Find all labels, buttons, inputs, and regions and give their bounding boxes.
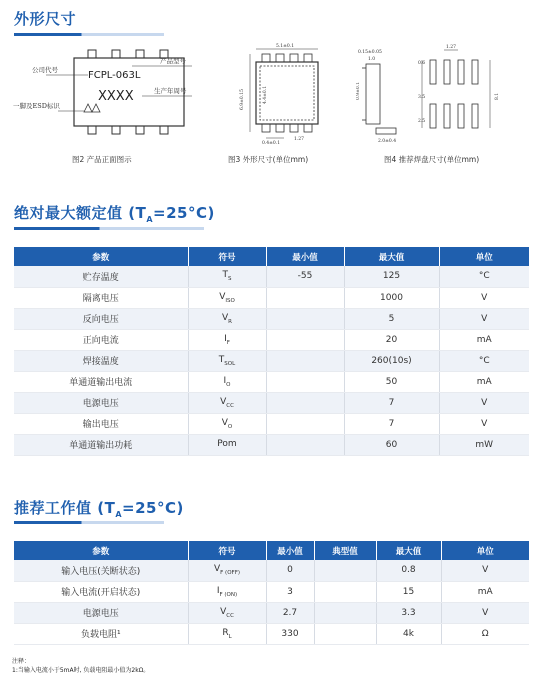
table-row [14,308,529,329]
max-cell: 60 [344,434,439,455]
unit-cell: V [439,413,529,434]
max-cell: 7 [344,392,439,413]
symbol-cell: $T_{SOL}$ [188,350,266,371]
unit-cell: mW [439,434,529,455]
dim-top3-label: 1.0 [368,57,376,62]
outline-dimension-figure [228,42,343,147]
rec-header-3: 典型值 [314,541,376,560]
min-cell: 3 [266,581,314,602]
unit-cell: °C [439,350,529,371]
dim-left2-label: 3.5 [418,95,426,100]
rec-header-0: 参数 [14,541,188,560]
unit-cell: V [441,602,529,623]
outline-title-underline [14,33,164,36]
symbol-cell: $V_R$ [188,308,266,329]
unit-cell: V [439,392,529,413]
dim-bottom-label: 2.0±0.4 [378,139,397,144]
rec-op-title-underline [14,521,164,524]
abs-header-3: 最大值 [344,247,439,266]
table-row [14,392,529,413]
symbol-cell: $T_S$ [188,266,266,287]
symbol-cell: Pom [188,434,266,455]
max-cell: 1000 [344,287,439,308]
min-cell [266,413,344,434]
symbol-cell: $I_{F (ON)}$ [188,581,266,602]
dim-right-label: 8.1 [495,92,500,100]
dim-top2-label: 0.15±0.05 [358,50,382,55]
min-cell [266,308,344,329]
label-pin1-esd: 一脚及ESD标识 [13,102,60,110]
min-cell [266,371,344,392]
symbol-cell: $I_F$ [188,329,266,350]
max-cell: 4k [376,623,441,644]
recommended-operating-table [14,541,529,645]
max-cell: 3.3 [376,602,441,623]
table-row [14,350,529,371]
min-cell [266,287,344,308]
param-cell: 焊接温度 [14,350,188,371]
part-number-text: FCPL-063L [88,70,141,81]
table-row [14,602,529,623]
param-cell: 负载电阻¹ [14,623,188,644]
param-cell: 电源电压 [14,392,188,413]
param-cell: 输出电压 [14,413,188,434]
unit-cell: mA [439,371,529,392]
outline-section-title: 外形尺寸 [14,10,77,28]
symbol-cell: $V_{CC}$ [188,392,266,413]
rec-header-2: 最小值 [266,541,314,560]
table-row [14,371,529,392]
max-cell: 15 [376,581,441,602]
product-front-figure [12,44,197,144]
table-row [14,413,529,434]
dim-left-label: 6.9±0.15 [240,89,245,110]
typ-cell [314,581,376,602]
symbol-cell: $R_L$ [188,623,266,644]
abs-max-title-underline [14,227,204,230]
symbol-cell: $V_{F (OFF)}$ [188,560,266,581]
param-cell: 输入电流(开启状态) [14,581,188,602]
min-cell: -55 [266,266,344,287]
table-row [14,434,529,455]
table-row [14,623,529,644]
unit-cell: Ω [441,623,529,644]
dim-bottom-2-label: 1.27 [294,137,305,142]
table-row [14,560,529,581]
rec-op-section-title: 推荐工作值 $(T_A=25^\circ C)$ [14,499,184,519]
label-year-week: 生产年周号 [154,87,187,95]
min-cell: 0 [266,560,314,581]
notes-line-1: 1:当输入电流小于5mA时, 负载电阻最小值为2kΩ。 [12,667,150,674]
unit-cell: V [439,308,529,329]
param-cell: 正向电流 [14,329,188,350]
abs-header-1: 符号 [188,247,266,266]
pad-layout-figure [356,42,516,147]
date-code-text: XXXX [98,89,134,104]
abs-max-ratings-table [14,247,529,456]
max-cell: 5 [344,308,439,329]
dim-side-label: 0.9±0.1 [356,81,361,100]
notes-block [12,657,149,675]
param-cell: 单通道输出功耗 [14,434,188,455]
dim-top1-label: 1.27 [446,45,457,50]
param-cell: 隔离电压 [14,287,188,308]
max-cell: 20 [344,329,439,350]
figure-4-caption: 图4 推荐焊盘尺寸(单位mm) [384,155,480,164]
dim-left3-label: 2.5 [418,119,426,124]
min-cell [266,434,344,455]
param-cell: 贮存温度 [14,266,188,287]
min-cell: 2.7 [266,602,314,623]
dim-left1-label: 0.6 [418,61,426,66]
dim-inner-label: 4.4±0.1 [263,85,268,104]
min-cell [266,329,344,350]
symbol-cell: $V_O$ [188,413,266,434]
symbol-cell: $I_O$ [188,371,266,392]
abs-header-4: 单位 [439,247,529,266]
max-cell: 260(10s) [344,350,439,371]
table-row [14,329,529,350]
min-cell [266,392,344,413]
figure-2-caption: 图2 产品正面图示 [72,155,132,164]
min-cell [266,350,344,371]
symbol-cell: $V_{ISO}$ [188,287,266,308]
max-cell: 7 [344,413,439,434]
table-row [14,581,529,602]
label-model: 产品型号 [160,57,186,65]
rec-header-1: 符号 [188,541,266,560]
param-cell: 输入电压(关断状态) [14,560,188,581]
rec-header-5: 单位 [441,541,529,560]
abs-header-2: 最小值 [266,247,344,266]
typ-cell [314,623,376,644]
typ-cell [314,602,376,623]
table-row [14,266,529,287]
table-row [14,287,529,308]
max-cell: 125 [344,266,439,287]
min-cell: 330 [266,623,314,644]
abs-max-section-title: 绝对最大额定值 $(T_A=25^\circ C)$ [14,204,215,224]
unit-cell: °C [439,266,529,287]
figure-3-caption: 图3 外形尺寸(单位mm) [228,155,309,164]
abs-header-0: 参数 [14,247,188,266]
param-cell: 电源电压 [14,602,188,623]
symbol-cell: $V_{CC}$ [188,602,266,623]
dim-bottom-1-label: 0.4±0.1 [262,141,281,146]
unit-cell: mA [441,581,529,602]
rec-header-4: 最大值 [376,541,441,560]
param-cell: 反向电压 [14,308,188,329]
unit-cell: mA [439,329,529,350]
unit-cell: V [439,287,529,308]
param-cell: 单通道输出电流 [14,371,188,392]
max-cell: 0.8 [376,560,441,581]
max-cell: 50 [344,371,439,392]
typ-cell [314,560,376,581]
dim-top-label: 5.1±0.1 [276,44,295,49]
unit-cell: V [441,560,529,581]
notes-title: 注释： [12,658,31,665]
label-company-code: 公司代号 [32,66,58,74]
